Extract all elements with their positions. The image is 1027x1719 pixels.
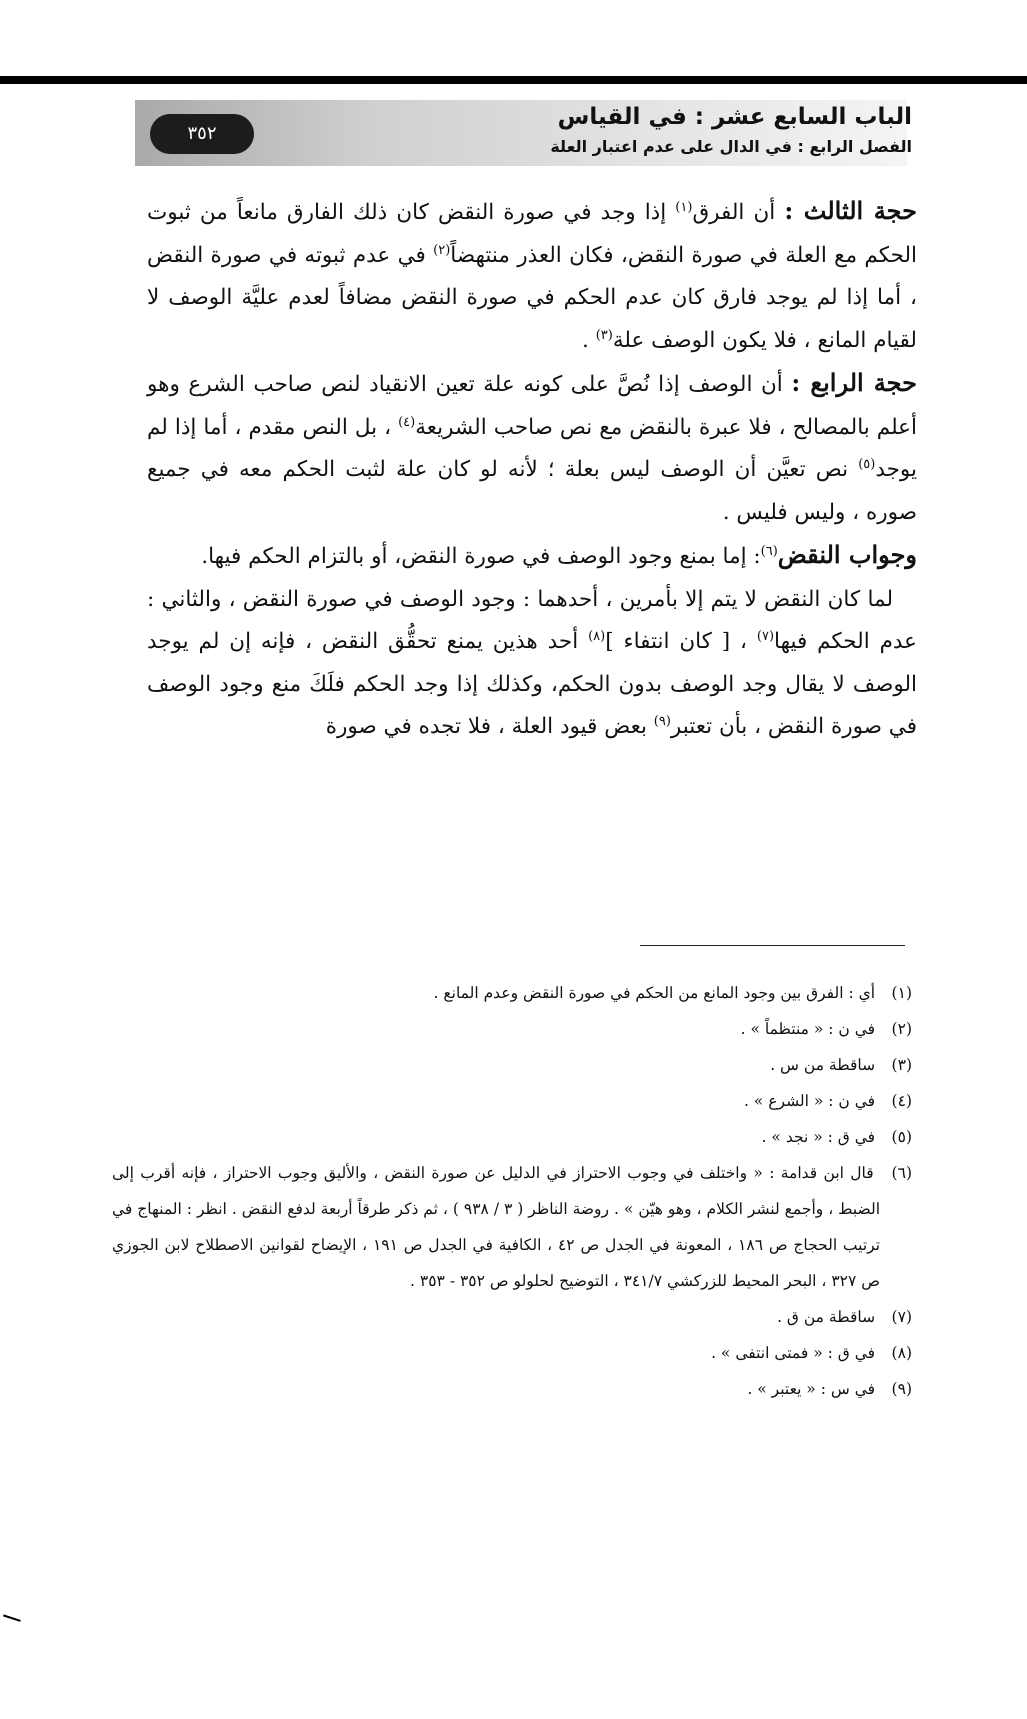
paragraph-text: . [582,327,596,353]
footnote-mark: (١) [675,199,693,215]
footnote-mark: (٤) [398,414,416,430]
paragraph-text: أن الفرق [692,200,785,225]
footnote-5 [112,1119,912,1155]
footnotes [112,975,912,1407]
paragraph-text: ، بل النص مقدم ، أما إذا لم يوجد [147,414,917,482]
footnote-number: (٥) [891,1128,912,1146]
footnote-number: (٦) [891,1164,912,1182]
footnote-mark: (٣) [595,327,613,343]
footnote-text: في ق : « فمتى انتفى » . [711,1344,876,1362]
footnote-text: ساقطة من س . [770,1056,876,1074]
footnote-4 [112,1083,912,1119]
footnote-number: (٧) [891,1308,912,1326]
paragraph-text: في عدم ثبوته في صورة النقض ، أما إذا لم يوجد فارق كان عدم الحكم في صورة النقض مضافاً لعدم عليَّة الوصف لا لقيام المانع ، فلا يكون الوصف علة [147,242,917,353]
paragraph-answer-heading [147,534,917,579]
footnote-text: في ق : « نجد » . [761,1128,876,1146]
paragraph-text: نص تعيَّن أن الوصف ليس بعلة ؛ لأنه لو كان علة لثبت الحكم معه في جميع صوره ، وليس فليس . [147,457,917,525]
footnote-9 [112,1371,912,1407]
top-rule [0,76,1027,84]
footnote-mark: (٥) [858,456,876,472]
paragraph-text: إذا وجد في صورة النقض كان ذلك الفارق مانعاً من ثبوت الحكم مع العلة في صورة النقض، فكان العذر منتهضاً [147,200,917,268]
footnote-number: (١) [891,984,912,1002]
paragraph-text: أن الوصف إذا نُصَّ على كونه علة تعين الانقياد لنص صاحب الشرع وهو أعلم بالمصالح ، فلا عبرة بالنقض مع نص صاحب الشريعة [147,372,917,440]
footnote-8 [112,1335,912,1371]
footnote-1 [112,975,912,1011]
paragraph-text: بعض قيود العلة ، فلا تجده في صورة [325,714,654,739]
paragraph-answer-body [147,579,917,749]
section-title: الفصل الرابع : في الدال على عدم اعتبار العلة [550,137,912,156]
footnote-number: (٣) [891,1056,912,1074]
footnote-text: في ن : « الشرع » . [744,1092,876,1110]
lead-term: وجواب النقض [777,540,917,569]
footnote-6 [112,1155,912,1299]
main-text [147,190,917,749]
paragraph-text: ، [ كان انتفاء ] [605,629,757,654]
footnote-number: (٤) [891,1092,912,1110]
footnote-3 [112,1047,912,1083]
footnote-mark: (٩) [653,713,671,729]
paragraph-text: : إما بمنع وجود الوصف في صورة النقض، أو بالتزام الحكم فيها. [201,544,761,569]
footnote-text: في ن : « منتظماً » . [740,1020,876,1038]
lead-term: حجة الرابع : [791,368,917,397]
scan-edge-mark [1,1614,21,1627]
footnote-number: (٢) [891,1020,912,1038]
footnote-2 [112,1011,912,1047]
page-number-badge: ٣٥٢ [150,114,254,154]
footnote-text: ساقطة من ق . [777,1308,876,1326]
footnote-number: (٨) [891,1344,912,1362]
footnote-number: (٩) [891,1380,912,1398]
footnote-mark: (٨) [588,628,606,644]
paragraph-proof-third [147,190,917,362]
footnote-text: أي : الفرق بين وجود المانع من الحكم في صورة النقض وعدم المانع . [433,984,876,1002]
paragraph-proof-fourth [147,362,917,534]
footnote-7 [112,1299,912,1335]
paragraph-text: لما كان النقض لا يتم إلا بأمرين ، أحدهما : وجود الوصف في صورة النقض ، والثاني : عدم الحكم فيها [147,586,917,654]
footnote-mark: (٢) [433,242,451,258]
footnote-mark: (٧) [756,628,775,644]
lead-term: حجة الثالث : [784,196,917,225]
paragraph-text: أحد هذين يمنع تحقُّق النقض ، فإنه إن لم يوجد الوصف لا يقال وجد الوصف بدون الحكم، وكذلك إذا وجد الحكم فلَكَ منع وجود الوصف في صورة النقض ، بأن تعتبر [147,629,917,739]
footnote-separator [640,945,905,946]
footnote-text: في س : « يعتبر » . [747,1380,876,1398]
footnote-text: قال ابن قدامة : « واختلف في وجوب الاحتراز في الدليل عن صورة النقض ، والأليق وجوب الاحتراز ، فإنه أقرب إلى الضبط ، وأجمع لنشر الكلام ، وهو هيّن » . روضة الناظر ( ٣ / ٩٣٨ ) ، ثم ذكر طرقاً أربعة لدفع النقض . انظر : المنهاج في ترتيب الحجاج ص ١٨٦ ، المعونة في الجدل ص ٤٢ ، الكافية في الجدل ص ١٩١ ، الإيضاح لقوانين الاصطلاح لابن الجوزي ص ٣٢٧ ، البحر المحيط للزركشي ٣٤١/٧ ، التوضيح لحلولو ص ٣٥٢ - ٣٥٣ . [112,1164,881,1290]
chapter-title: الباب السابع عشر : في القياس [557,104,912,130]
footnote-mark: (٦) [760,543,778,559]
